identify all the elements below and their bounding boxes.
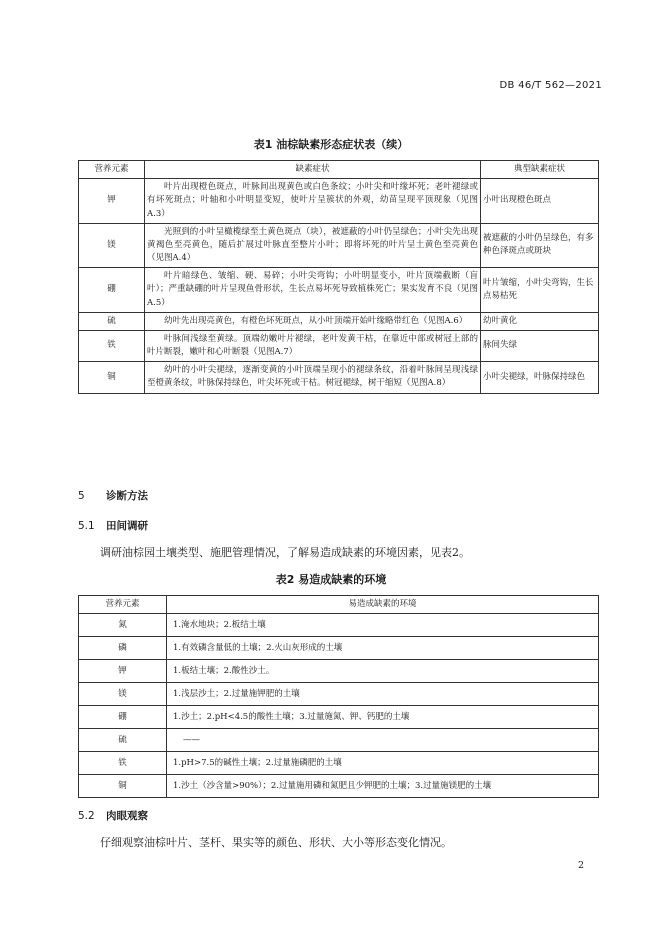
symptom-cell: 幼叶的小叶尖褪绿，逐渐变黄的小叶顶端呈现小的褪绿条纹，沿着叶脉间呈现浅绿至橙黄条纹，叶脉保持绿色，叶尖坏死或干枯。树冠褪绿，树干缩短（见图A.8） — [145, 362, 481, 393]
environment-cell: 1.板结土壤；2.酸性沙土。 — [167, 660, 599, 683]
element-cell: 铁 — [79, 330, 145, 361]
column-header-element: 营养元素 — [79, 161, 145, 179]
section-5-2-heading — [78, 808, 148, 823]
section-5-2-paragraph: 仔细观察油棕叶片、茎杆、果实等的颜色、形状、大小等形态变化情况。 — [100, 836, 452, 849]
element-cell: 硼 — [79, 268, 145, 313]
table-row — [79, 637, 599, 660]
table-row — [79, 179, 599, 224]
section-title: 肉眼观察 — [106, 810, 148, 822]
environment-cell: 1.有效磷含量低的土壤；2.火山灰形成的土壤 — [167, 637, 599, 660]
table-row — [79, 330, 599, 361]
document-number: DB 46/T 562—2021 — [499, 80, 602, 91]
section-number: 5.2 — [78, 810, 95, 822]
table-row — [79, 683, 599, 706]
table-header-row — [79, 596, 599, 614]
section-title: 田间调研 — [106, 520, 148, 532]
typical-symptom-cell: 叶片皱缩，小叶尖弯钩，生长点易枯死 — [481, 268, 599, 313]
typical-symptom-cell: 幼叶黄化 — [481, 312, 599, 330]
table-row — [79, 752, 599, 775]
table-row — [79, 614, 599, 637]
column-header-environment: 易造成缺素的环境 — [167, 596, 599, 614]
element-cell: 镁 — [79, 223, 145, 268]
environment-cell: 1.浅层沙土；2.过量施钾肥的土壤 — [167, 683, 599, 706]
environment-cell: 1.沙土；2.pH<4.5的酸性土壤；3.过量施氮、钾、钙肥的土壤 — [167, 706, 599, 729]
symptom-cell: 光照到的小叶呈橄榄绿至土黄色斑点（块），被遮蔽的小叶仍呈绿色；小叶尖先出现黄褐色至亮黄色，随后扩展过叶脉直至整片小叶；即将坏死的叶片呈土黄色至亮黄色（见图A.4） — [145, 223, 481, 268]
symptom-cell: 叶脉间浅绿至黄绿。顶端幼嫩叶片褪绿，老叶发黄干枯，在靠近中部或树冠上部的叶片断裂，嫩叶和心叶断裂（见图A.7） — [145, 330, 481, 361]
typical-symptom-cell: 小叶出现橙色斑点 — [481, 179, 599, 224]
typical-symptom-cell: 小叶尖褪绿，叶脉保持绿色 — [481, 362, 599, 393]
element-cell: 钾 — [79, 660, 167, 683]
table-row — [79, 775, 599, 798]
element-cell: 铜 — [79, 775, 167, 798]
table2-caption: 表2 易造成缺素的环境 — [275, 573, 387, 586]
element-cell: 硼 — [79, 706, 167, 729]
environment-cell: —— — [167, 729, 599, 752]
deficiency-environment-table — [78, 595, 599, 798]
element-cell: 氮 — [79, 614, 167, 637]
section-number: 5 — [78, 490, 85, 502]
element-cell: 硫 — [79, 312, 145, 330]
table-header-row — [79, 161, 599, 179]
element-cell: 硫 — [79, 729, 167, 752]
column-header-element: 营养元素 — [79, 596, 167, 614]
table-row — [79, 729, 599, 752]
page-number: 2 — [577, 860, 584, 871]
deficiency-symptom-table — [78, 160, 599, 394]
table-row — [79, 706, 599, 729]
table-row — [79, 660, 599, 683]
table-row — [79, 312, 599, 330]
section-title: 诊断方法 — [106, 490, 148, 502]
element-cell: 磷 — [79, 637, 167, 660]
table-row — [79, 223, 599, 268]
table-row — [79, 268, 599, 313]
symptom-cell: 叶片出现橙色斑点，叶脉间出现黄色或白色条纹；小叶尖和叶缘坏死；老叶褪绿或有坏死斑点；叶轴和小叶明显变短，使叶片呈簇状的外观，幼苗呈现平顶现象（见图A.3） — [145, 179, 481, 224]
element-cell: 镁 — [79, 683, 167, 706]
symptom-cell: 叶片暗绿色、皱缩、硬、易碎；小叶尖弯钩；小叶明显变小，叶片顶端截断（盲叶）；严重缺硼的叶片呈现鱼骨形状，生长点易坏死导致植株死亡；果实发育不良（见图A.5） — [145, 268, 481, 313]
environment-cell: 1.淹水地块；2.板结土壤 — [167, 614, 599, 637]
environment-cell: 1.沙土（沙含量>90%）；2.过量施用磷和氮肥且少钾肥的土壤；3.过量施镁肥的土壤 — [167, 775, 599, 798]
typical-symptom-cell: 被遮蔽的小叶仍呈绿色，有多种色泽斑点或斑块 — [481, 223, 599, 268]
element-cell: 铜 — [79, 362, 145, 393]
section-5-heading — [78, 488, 148, 503]
environment-cell: 1.pH>7.5的碱性土壤；2.过量施磷肥的土壤 — [167, 752, 599, 775]
typical-symptom-cell: 脉间失绿 — [481, 330, 599, 361]
element-cell: 钾 — [79, 179, 145, 224]
column-header-symptom: 缺素症状 — [145, 161, 481, 179]
table-row — [79, 362, 599, 393]
table1-caption: 表1 油棕缺素形态症状表（续） — [253, 138, 409, 151]
section-5-1-heading — [78, 518, 148, 533]
column-header-typical: 典型缺素症状 — [481, 161, 599, 179]
symptom-cell: 幼叶先出现亮黄色，有橙色坏死斑点，从小叶顶端开始叶缘略带红色（见图A.6） — [145, 312, 481, 330]
element-cell: 铁 — [79, 752, 167, 775]
section-number: 5.1 — [78, 520, 95, 532]
section-5-1-paragraph: 调研油棕园土壤类型、施肥管理情况，了解易造成缺素的环境因素，见表2。 — [100, 546, 470, 559]
